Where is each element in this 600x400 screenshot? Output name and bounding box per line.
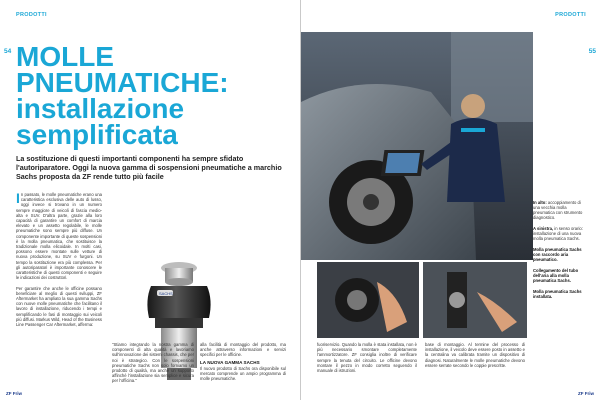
- section-label: PRODOTTI: [555, 12, 586, 18]
- page-number: 55: [588, 48, 596, 55]
- text-column-4: [200, 342, 286, 381]
- caption-1: In alto: accoppiamento di una vecchia molla pneumatica con strumento diagnostico.: [533, 200, 583, 220]
- footer-brand: ZF Friw: [6, 391, 22, 396]
- workshop-photo: [301, 32, 533, 260]
- body-text: Il nuovo prodotto di Sachs ora disponibile sul mercato comprende un ampio programma di molle pneumatiche.: [200, 365, 286, 382]
- text-column-r3: [317, 342, 417, 373]
- article-title: MOLLE PNEUMATICHE: installazione semplificata: [16, 41, 229, 150]
- caption-3: Molla pneumatica Sachs con raccordo aria pneumatico.: [533, 247, 582, 262]
- body-text: alla facilità di montaggio del prodotto, ma anche attraverso informazioni e servizi specifici per le officine.: [200, 342, 286, 358]
- body-text: base di montaggio. Al termine del processo di installazione, il veicolo deve essere posto in assetto e la centralina va calibrata tramite un dispositivo di diagnosi. Naturalmente le molle pneumatiche devono essere serrate secondo le coppie prescritte.: [425, 342, 525, 368]
- section-label: PRODOTTI: [16, 12, 47, 18]
- caption-5: Molla pneumatica Sachs installata.: [533, 289, 582, 299]
- text-column-3: [112, 342, 194, 384]
- page-number: 54: [4, 48, 12, 55]
- article-lead: La sostituzione di questi importanti componenti ha sempre sfidato l'autoriparatore. Oggi la nuova gamma di sospensioni pneumatiche a marchio Sachs proposta da ZF rende tutto più facile: [16, 154, 282, 181]
- body-text: n passato, le molle pneumatiche erano una caratteristica esclusiva delle auto di lusso, oggi invece si trovano in un numero sempre maggiore di veicoli di fascia medio-alta e SUV. D'altra parte, grazie alla loro capacità di garantire un comfort di marcia elevato e un assetto regolabile, le molle pneumatiche sono sempre più diffuse. Un componente importante di queste sospensioni è la molla pneumatica, che sostituisce la tradizionale molla elicoidale. In molti casi, possono essere montate sulle vetture di nuova produzione, su SUV e furgoni. Un tempo la sostituzione era più complessa. Per gli autoriparatori è importante conoscere le caratteristiche di questi componenti e seguire le indicazioni dei costruttori.: [16, 192, 102, 281]
- text-column-r4: [425, 342, 525, 368]
- caption-2: A sinistra, in senso orario: installazione di una nuova molla pneumatica Sachs.: [533, 226, 583, 241]
- caption-panel: [533, 200, 587, 305]
- caption-4: Collegamento del tubo dell'aria alla molla pneumatica Sachs.: [533, 268, 579, 283]
- svg-text:SACHS: SACHS: [159, 291, 173, 296]
- quote-text: "Stiamo integrando la nostra gamma di componenti di alta qualità e lavoriamo sull'innovazione dei sistemi chassis, che per noi è strategico. Con le sospensioni pneumatiche Sachs non solo forniamo un prodotto di qualità, ma anche un supporto affinché l'installazione sia semplice e sicura per l'officina.": [112, 342, 194, 384]
- body-text: fuoriservizio. Quando la molla è stata installata, non è più necessario smontare completamente l'ammortizzatore. ZF consiglia inoltre di verificare sempre la tenuta del circuito. Le officine devono montare il pezzo in modo corretto seguendo il manuale di istruzioni.: [317, 342, 417, 374]
- body-text: Per garantire che anche le officine possano beneficiare al meglio di questi sviluppi, ZF Aftermarket ha ampliato la sua gamma Sachs con nuove molle pneumatiche che facilitano il lavoro di installazione, riducendo i tempi e semplificando le fasi di montaggio sui veicoli più diffusi. Markus Wild, Head of the Business Line Passenger Car Aftermarket, afferma:: [16, 285, 102, 328]
- dropcap: I: [16, 190, 20, 206]
- text-column-1: [16, 192, 102, 392]
- right-page: [300, 0, 600, 400]
- footer-brand: ZF Friw: [578, 391, 594, 396]
- installation-photos: [317, 262, 527, 338]
- subheading: LA NUOVA GAMMA SACHS: [200, 359, 260, 365]
